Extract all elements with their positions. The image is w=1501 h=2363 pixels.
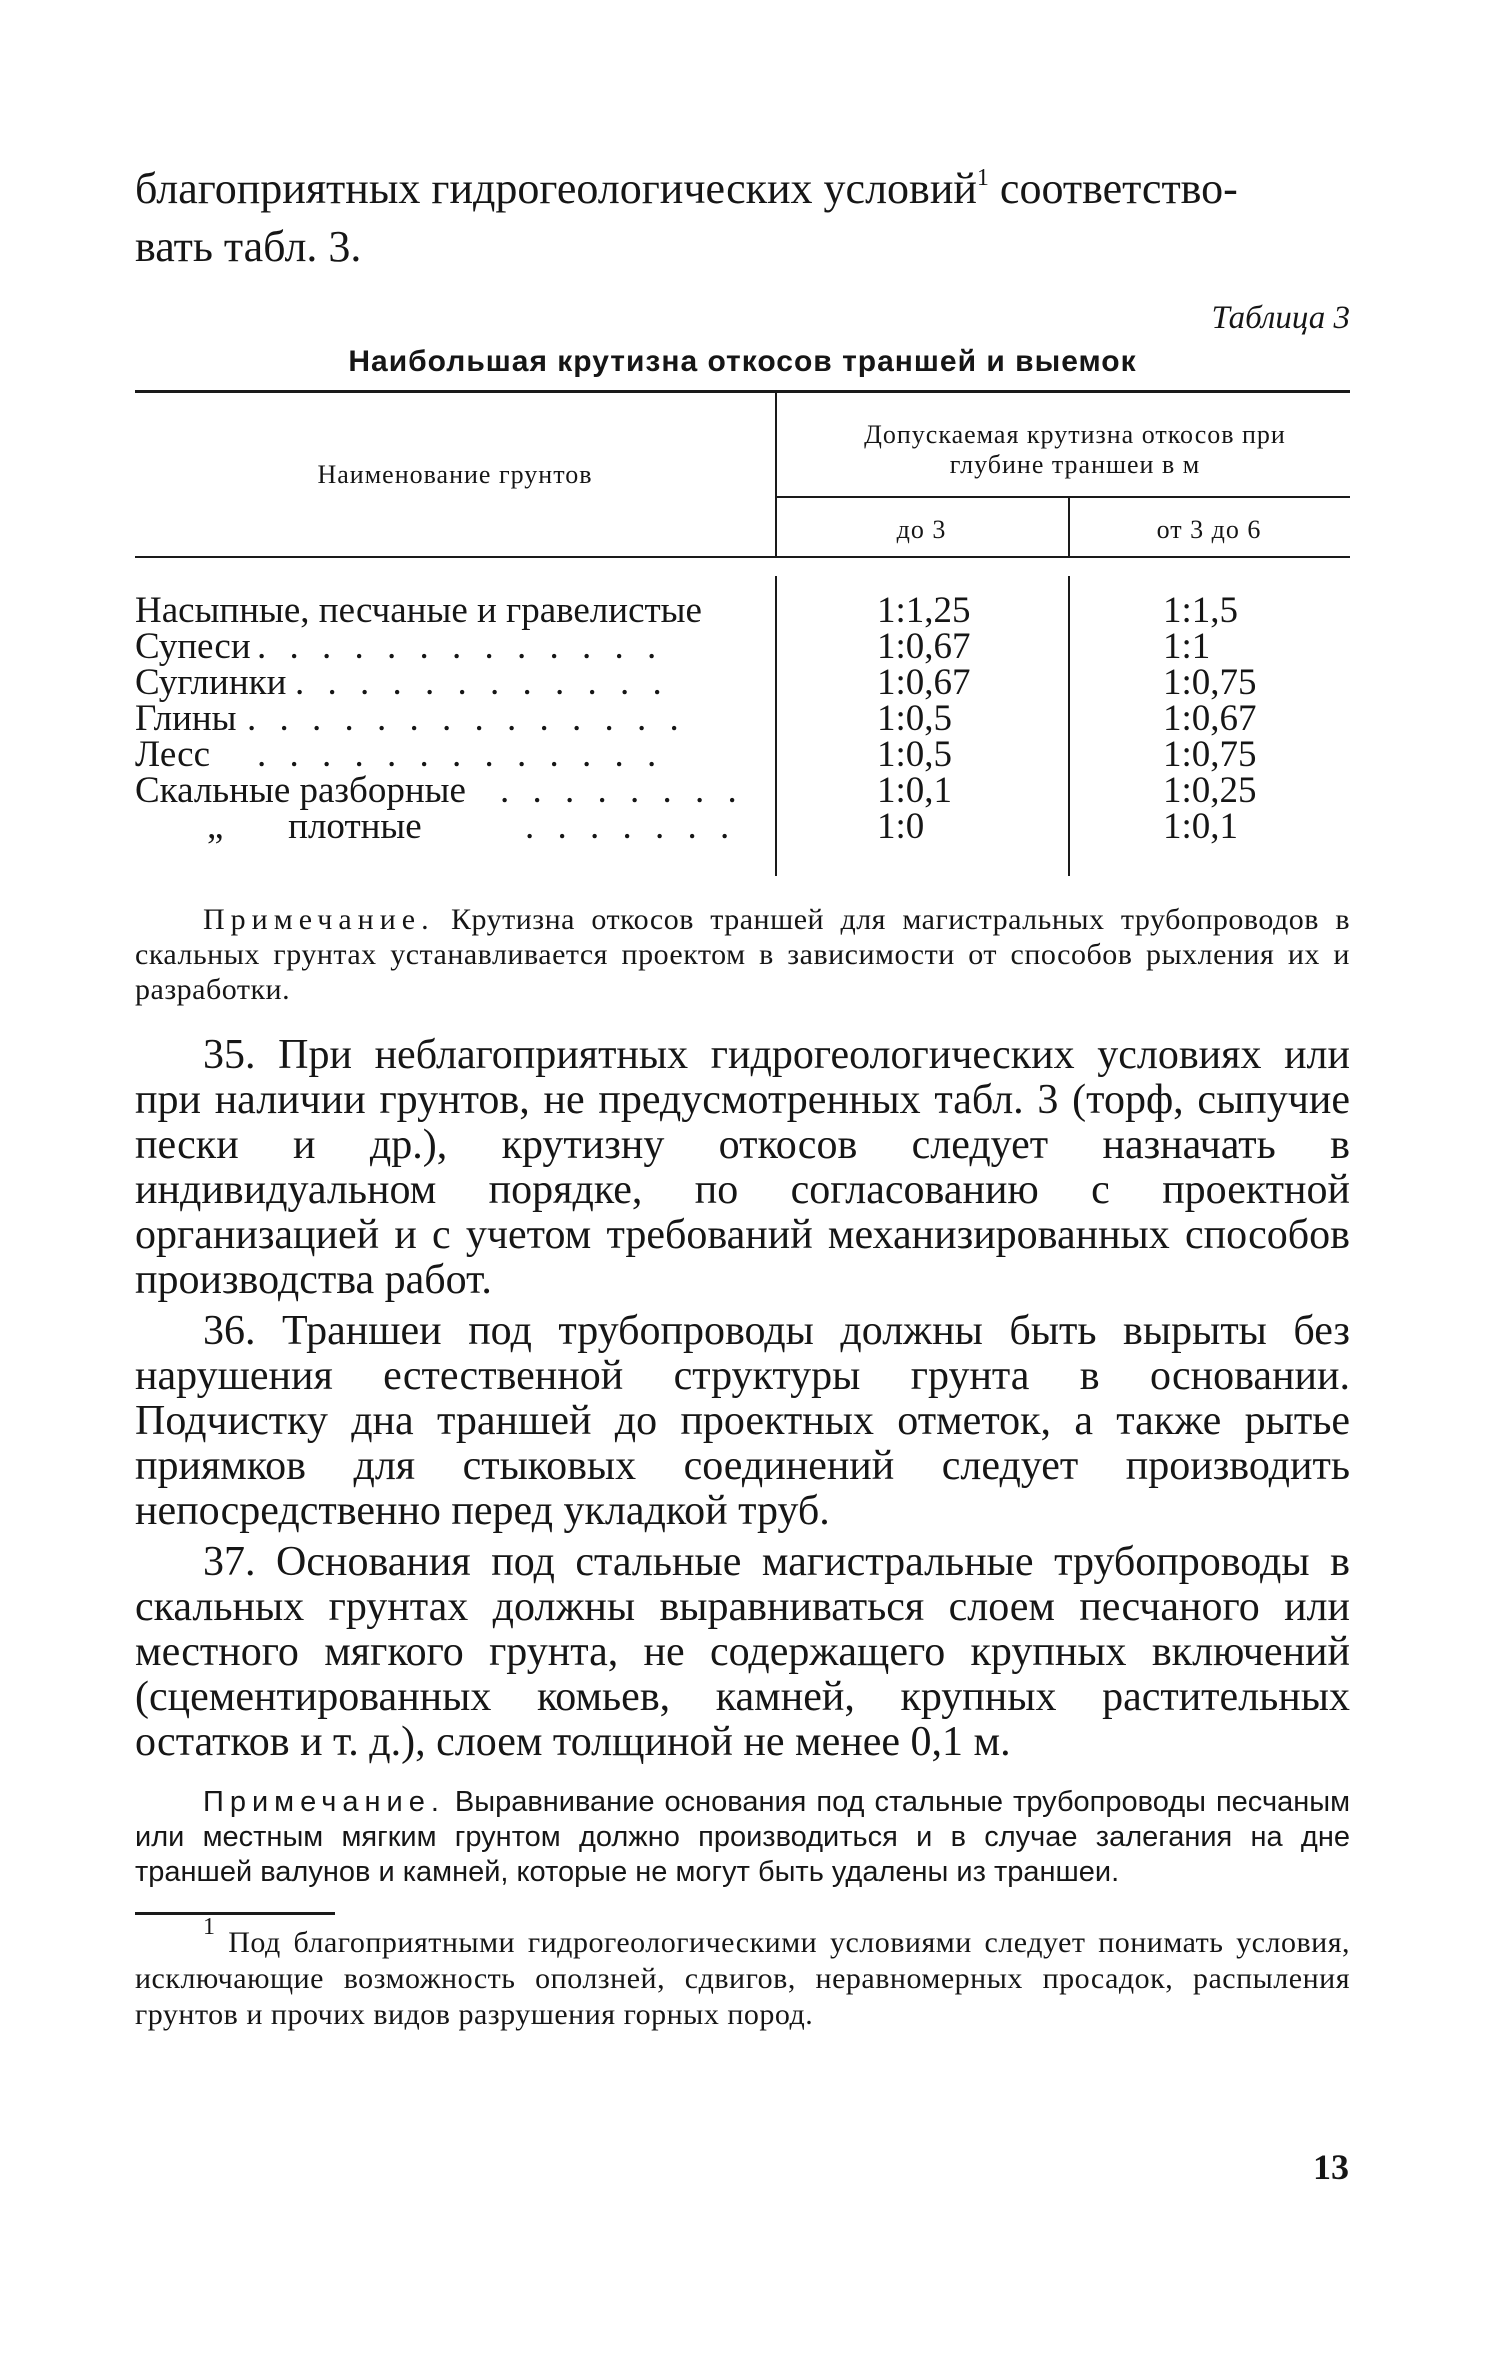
intro-text: благоприятных гидрогеологических условий	[135, 164, 977, 213]
row-leader-dots: . . . . . . . . . . . . .	[257, 734, 664, 775]
table-body-col-divider-1	[775, 576, 777, 876]
footnote	[135, 1914, 1350, 2033]
table-header-bottom-rule	[135, 556, 1350, 558]
row-soil-name: Насыпные, песчаные и гравелистые	[135, 590, 702, 631]
footnote-ref: 1	[976, 165, 989, 191]
row-slope-to-3: 1:0,5	[877, 698, 953, 739]
row-slope-3-to-6: 1:1	[1163, 626, 1211, 667]
row-slope-to-3: 1:1,25	[877, 590, 971, 631]
row-slope-to-3: 1:0,1	[877, 770, 953, 811]
slope-table	[135, 390, 1350, 886]
footnote-separator	[135, 1912, 335, 1915]
row-slope-3-to-6: 1:0,67	[1163, 698, 1257, 739]
row-leader-dots: . . . . . . . . . . . . . .	[247, 698, 686, 739]
row-soil-name: Скальные разборные	[135, 770, 466, 811]
row-slope-3-to-6: 1:0,1	[1163, 806, 1239, 847]
intro-text-after: соответство-	[988, 164, 1238, 213]
row-soil-name: Лесс	[135, 734, 211, 775]
intro-paragraph	[135, 160, 1350, 276]
header-soil-name: Наименование грунтов	[317, 460, 593, 489]
table-subheader-rule	[775, 496, 1350, 498]
row-slope-3-to-6: 1:0,75	[1163, 734, 1257, 775]
table-note	[135, 902, 1350, 1007]
table-body-col-divider-2	[1068, 576, 1070, 876]
row-leader-dots: . . . . . . .	[525, 806, 737, 847]
row-slope-to-3: 1:0,67	[877, 626, 971, 667]
paragraph-36: 36. Траншеи под трубопроводы должны быть вырыты без нарушения естественной структуры грунта в основании. Подчистку дна траншей до проектных отметок, а также рытье приямков для стыковых соединений следует производить непосредственно перед укладкой труб.	[135, 1308, 1350, 1534]
footnote-text: Под благоприятными гидрогеологическими условиями следует понимать условия, исключающие возможность оползней, сдвигов, неравномерных просадок, распыления грунтов и прочих видов разрушения горных пород.	[135, 1926, 1350, 2031]
note-label: Примечание.	[203, 1786, 445, 1818]
row-slope-to-3: 1:0	[877, 806, 925, 847]
row-soil-name: „ плотные	[207, 806, 422, 847]
header-depth-to-3: до 3	[896, 515, 947, 544]
row-soil-name: Супеси	[135, 626, 251, 667]
note-text: Выравнивание основания под стальные трубопроводы песчаным или местным мягким грунтом должно производиться и в случае залегания на дне траншей валунов и камней, которые не могут быть удалены из траншеи.	[135, 1786, 1350, 1888]
note-text: Крутизна откосов траншей для магистральных трубопроводов в скальных грунтах устанавливается проектом в зависимости от способов рыхления их и разработки.	[135, 903, 1350, 1006]
row-slope-to-3: 1:0,67	[877, 662, 971, 703]
row-slope-to-3: 1:0,5	[877, 734, 953, 775]
row-slope-3-to-6: 1:1,5	[1163, 590, 1239, 631]
row-slope-3-to-6: 1:0,25	[1163, 770, 1257, 811]
header-allowed-slope: Допускаемая крутизна откосов при глубине траншеи в м	[864, 420, 1286, 479]
paragraph-35: 35. При неблагоприятных гидрогеологических условиях или при наличии грунтов, не предусмотренных табл. 3 (торф, сыпучие пески и др.), крутизну откосов следует назначать в индивидуальном порядке, по согласованию с проектной организацией и с учетом требований механизированных способов производства работ.	[135, 1032, 1350, 1303]
table-title: Наибольшая крутизна откосов траншей и выемок	[348, 345, 1137, 378]
header-depth-3-to-6: от 3 до 6	[1156, 515, 1262, 544]
row-slope-3-to-6: 1:0,75	[1163, 662, 1257, 703]
footnote-mark: 1	[203, 1914, 216, 1940]
note-label: Примечание.	[203, 903, 435, 936]
page-number: 13	[1313, 2147, 1349, 2187]
row-leader-dots: . . . . . . . . . . . .	[295, 662, 669, 703]
intro-last-line: вать табл. 3.	[135, 222, 362, 271]
page-content	[135, 160, 1350, 2033]
paragraph-37: 37. Основания под стальные магистральные трубопроводы в скальных грунтах должны выравниваться слоем песчаного или местного мягкого грунта, не содержащего крупных включений (сцементированных комьев, камней, крупных растительных остатков и т. д.), слоем толщиной не менее 0,1 м.	[135, 1539, 1350, 1765]
row-soil-name: Глины	[135, 698, 237, 739]
row-leader-dots: . . . . . . . .	[500, 770, 744, 811]
row-leader-dots: . . . . . . . . . . . . .	[257, 626, 664, 667]
row-soil-name: Суглинки	[135, 662, 287, 703]
table-label: Таблица 3	[1211, 300, 1350, 336]
paragraph-37-note	[135, 1785, 1350, 1890]
table-top-rule	[135, 390, 1350, 393]
